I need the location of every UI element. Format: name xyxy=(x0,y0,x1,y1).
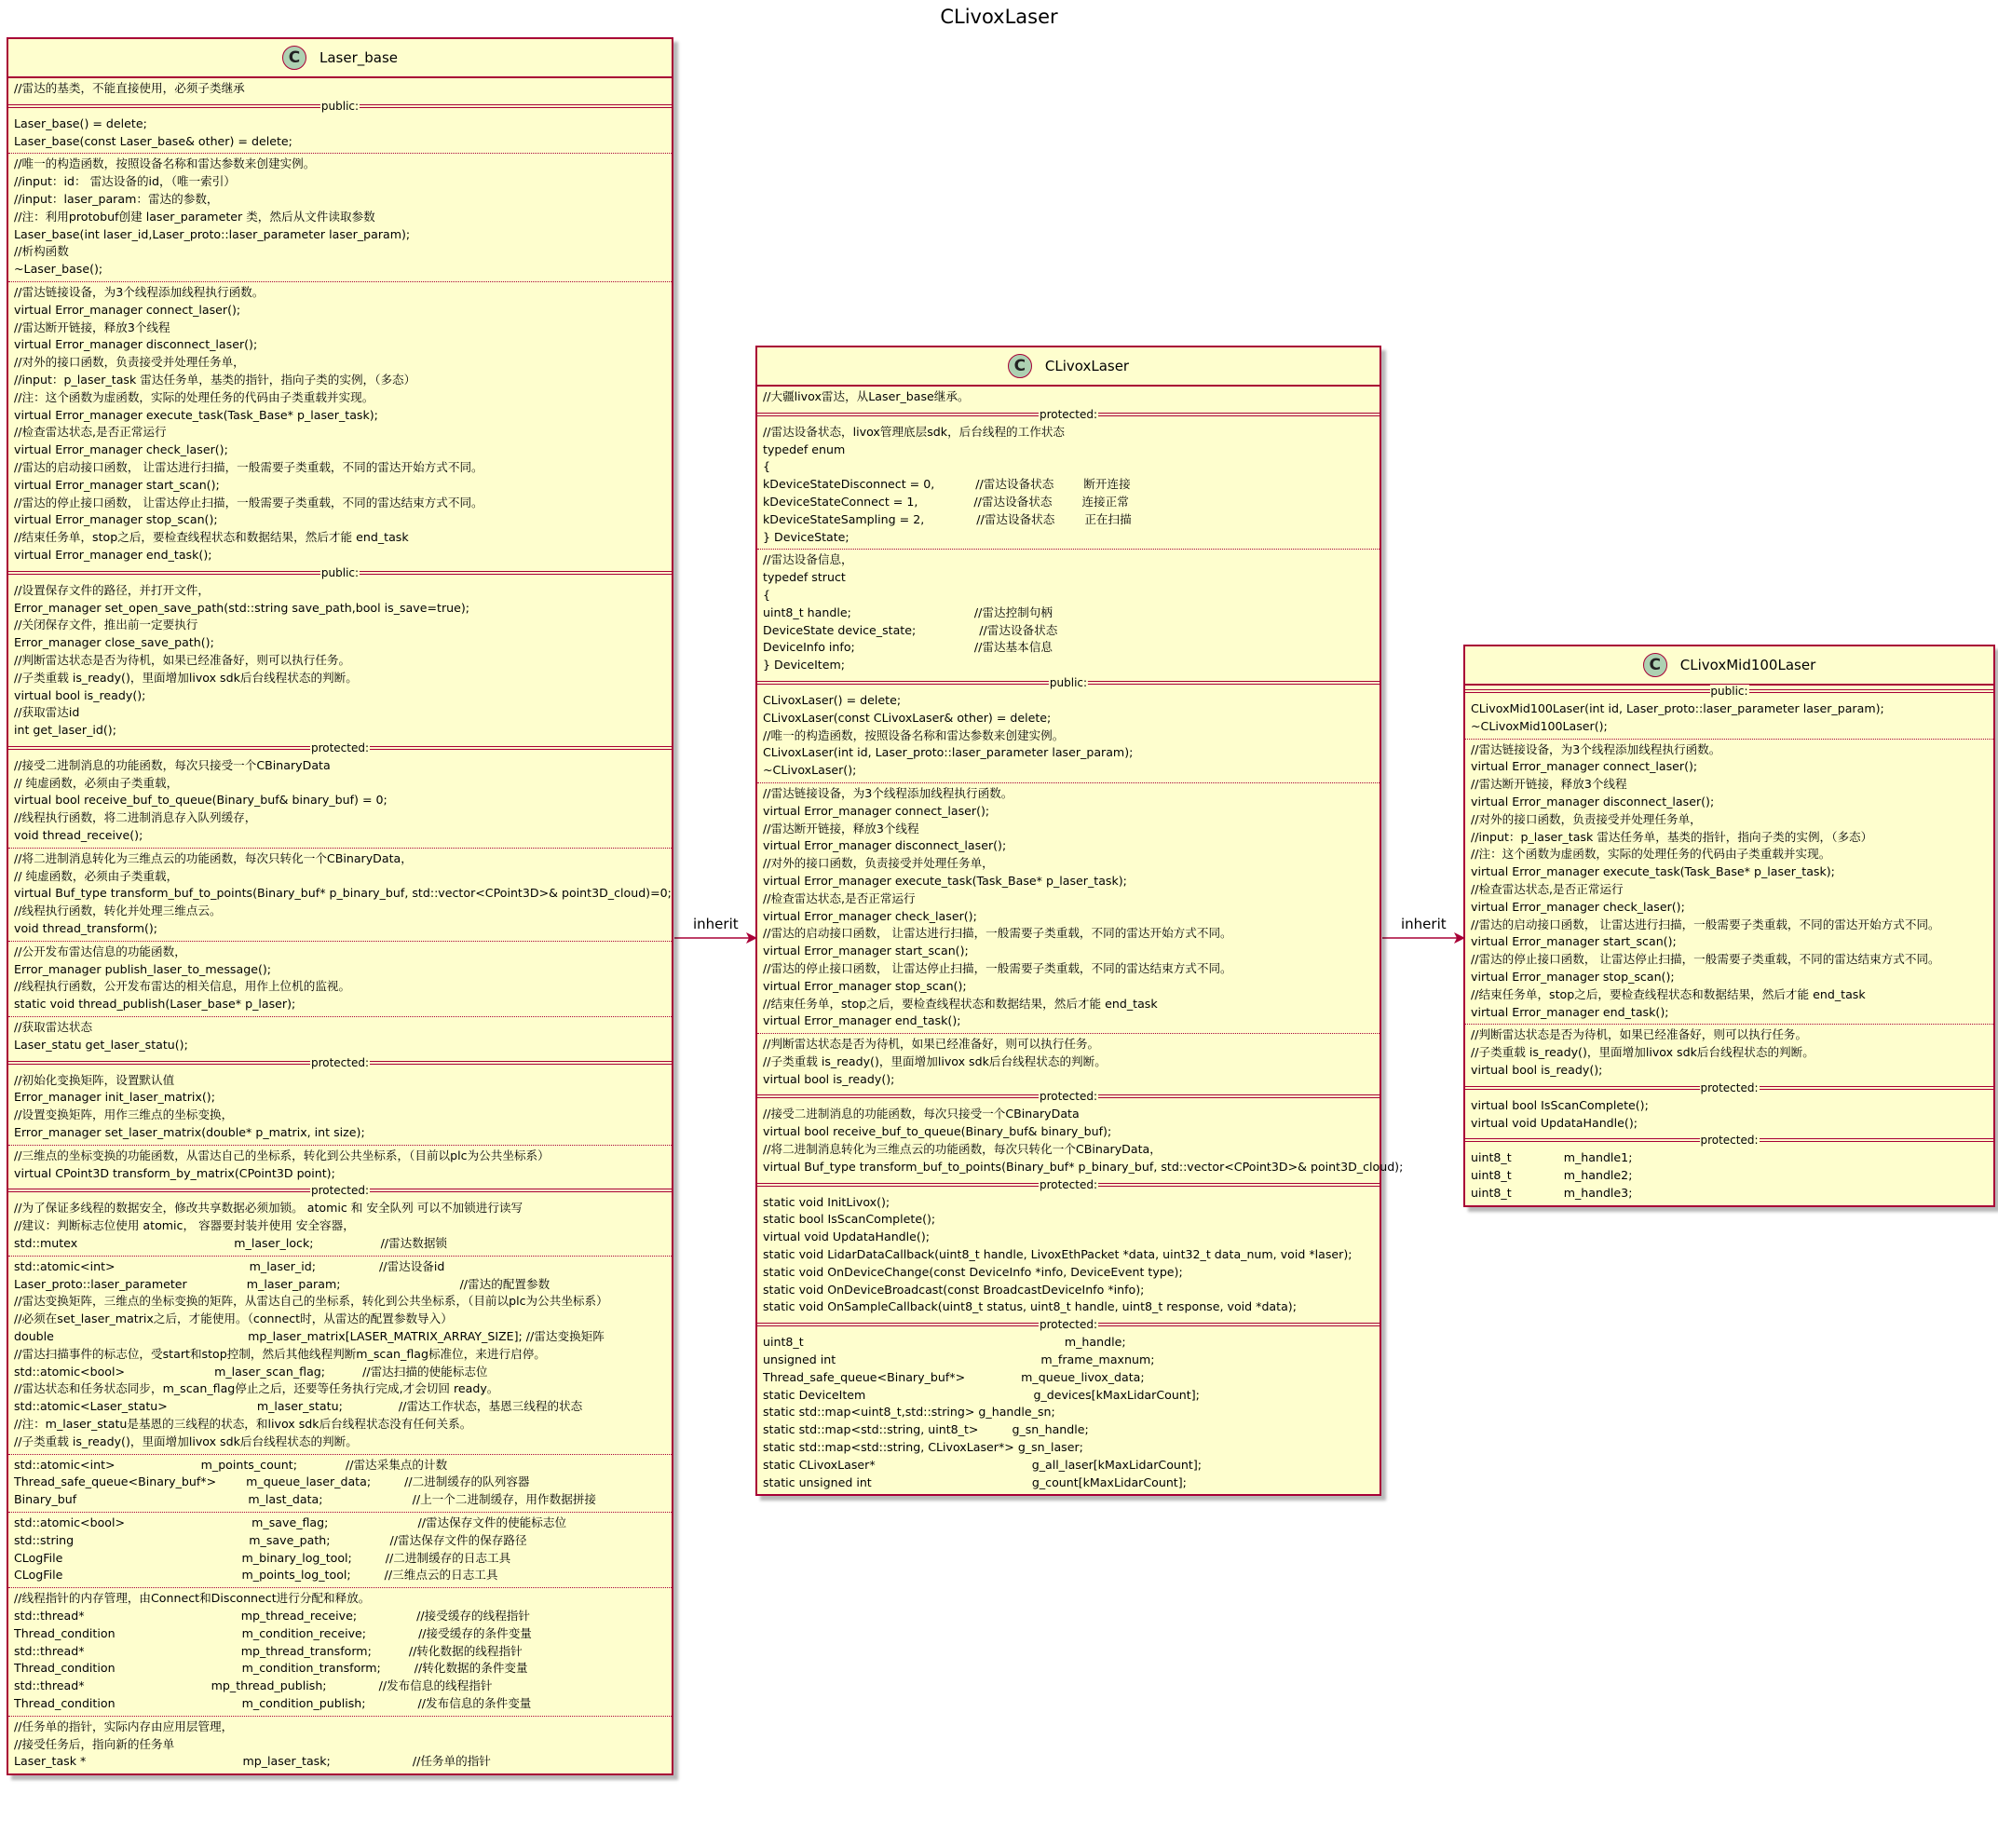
member-section xyxy=(8,1454,672,1512)
visibility-separator xyxy=(1465,1135,1993,1147)
member-line: //检查雷达状态,是否正常运行 xyxy=(14,425,167,440)
visibility-label: protected: xyxy=(310,1055,370,1069)
class-stereotype-icon: C xyxy=(1008,354,1032,378)
member-line: //雷达变换矩阵，三维点的坐标变换的矩阵，从雷达自己的坐标系，转化到公共坐标系，（目前以plc为公共坐标系） xyxy=(14,1294,608,1309)
member-line: virtual Error_manager check_laser(); xyxy=(1471,899,1685,914)
member-line: //获取雷达状态 xyxy=(14,1020,93,1035)
visibility-label: protected: xyxy=(1039,407,1098,421)
visibility-label: public: xyxy=(320,565,360,579)
member-section xyxy=(757,1033,1380,1091)
member-line: virtual Error_manager disconnect_laser(); xyxy=(763,838,1007,853)
member-section xyxy=(757,1332,1380,1494)
member-line: //关闭保存文件，推出前一定要执行 xyxy=(14,618,198,632)
member-section xyxy=(1465,739,1993,1025)
member-line: //雷达的启动接口函数， 让雷达进行扫描，一般需要子类重载，不同的雷达开始方式不同。 xyxy=(1471,917,1940,931)
member-section xyxy=(757,1192,1380,1320)
member-section xyxy=(1465,1024,1993,1081)
member-section xyxy=(8,1256,672,1454)
member-section xyxy=(8,78,672,101)
member-line: CLivoxLaser(const CLivoxLaser& other) = delete; xyxy=(763,710,1052,725)
member-line: static unsigned int g_count[kMaxLidarCount]; xyxy=(763,1474,1187,1489)
member-line: //线程指针的内存管理，由Connect和Disconnect进行分配和释放。 xyxy=(14,1591,371,1606)
member-line: std::thread* mp_thread_publish; //发布信息的线程指针 xyxy=(14,1678,493,1693)
member-line: Laser_proto::laser_parameter m_laser_param; //雷达的配置参数 xyxy=(14,1276,550,1291)
member-line: Thread_condition m_condition_receive; //接受缓存的条件变量 xyxy=(14,1625,532,1640)
member-line: //建议：判断标志位使用 atomic， 容器要封装并使用 安全容器， xyxy=(14,1218,355,1233)
member-line: CLivoxLaser() = delete; xyxy=(763,692,902,707)
member-line: //线程执行函数，转化并处理三维点云。 xyxy=(14,904,222,918)
class-name: CLivoxMid100Laser xyxy=(1679,657,1816,673)
member-line: //雷达的停止接口函数， 让雷达停止扫描，一般需要子类重载，不同的雷达结束方式不同。 xyxy=(14,495,483,510)
member-line: std::mutex m_laser_lock; //雷达数据锁 xyxy=(14,1236,448,1251)
member-section xyxy=(8,1512,672,1587)
member-section xyxy=(8,1716,672,1773)
visibility-separator xyxy=(757,1177,1380,1191)
member-line: //结束任务单，stop之后，要检查线程状态和数据结果，然后才能 end_task xyxy=(14,530,409,545)
member-line: std::string m_save_path; //雷达保存文件的保存路径 xyxy=(14,1532,527,1547)
member-line: Thread_safe_queue<Binary_buf*> m_queue_livox_data; xyxy=(763,1369,1145,1384)
member-line: static CLivoxLaser* g_all_laser[kMaxLidarCount]; xyxy=(763,1457,1202,1472)
member-line: //子类重载 is_ready()，里面增加livox sdk后台线程状态的判断。 xyxy=(1471,1045,1815,1060)
member-line: //雷达链接设备，为3个线程添加线程执行函数。 xyxy=(763,785,1013,800)
visibility-label: protected: xyxy=(310,741,370,754)
member-line: int get_laser_id(); xyxy=(14,723,116,738)
member-section xyxy=(1465,699,1993,739)
member-line: virtual Error_manager end_task(); xyxy=(763,1013,961,1028)
member-line: //将二进制消息转化为三维点云的功能函数，每次只转化一个CBinaryData， xyxy=(14,850,413,865)
class-stereotype-icon: C xyxy=(1643,653,1667,677)
member-line: //雷达链接设备，为3个线程添加线程执行函数。 xyxy=(14,284,265,299)
class-stereotype-icon: C xyxy=(282,46,306,70)
member-line: virtual bool is_ready(); xyxy=(1471,1062,1603,1077)
member-line: { xyxy=(763,459,771,474)
member-line: //析构函数 xyxy=(14,244,69,259)
member-line: double mp_laser_matrix[LASER_MATRIX_ARRAY_SIZE]; //雷达变换矩阵 xyxy=(14,1329,605,1343)
member-line: //线程执行函数，将二进制消息存入队列缓存， xyxy=(14,810,257,825)
member-line: //注：这个函数为虚函数，实际的处理任务的代码由子类重载并实现。 xyxy=(14,389,374,404)
member-line: //input：id： 雷达设备的id，（唯一索引） xyxy=(14,174,236,189)
member-line: static DeviceItem g_devices[kMaxLidarCount]; xyxy=(763,1387,1200,1402)
class-header xyxy=(8,39,672,78)
member-line: virtual bool is_ready(); xyxy=(14,687,146,702)
member-line: virtual bool is_ready(); xyxy=(763,1071,895,1086)
class-name: Laser_base xyxy=(319,49,399,66)
member-line: virtual Error_manager execute_task(Task_Base* p_laser_task); xyxy=(14,407,378,422)
member-line: ~CLivoxLaser(); xyxy=(763,763,857,778)
member-line: } DeviceState; xyxy=(763,529,849,544)
member-section xyxy=(8,153,672,281)
member-line: Error_manager close_save_path(); xyxy=(14,635,214,650)
member-line: //接受二进制消息的功能函数，每次只接受一个CBinaryData xyxy=(763,1107,1080,1121)
member-line: virtual Error_manager end_task(); xyxy=(14,547,212,562)
member-line: //雷达的基类，不能直接使用，必须子类继承 xyxy=(14,81,245,95)
visibility-separator xyxy=(757,407,1380,421)
member-line: virtual Error_manager start_scan(); xyxy=(763,944,969,958)
member-line: virtual Error_manager stop_scan(); xyxy=(763,978,967,993)
member-section xyxy=(8,1016,672,1057)
member-section xyxy=(757,1104,1404,1178)
member-line: virtual Error_manager execute_task(Task_Base* p_laser_task); xyxy=(1471,864,1835,879)
member-line: Laser_statu get_laser_statu(); xyxy=(14,1037,188,1052)
member-line: CLivoxLaser(int id, Laser_proto::laser_parameter laser_param); xyxy=(763,745,1134,760)
member-line: //注：利用protobuf创建 laser_parameter 类，然后从文件读取参数 xyxy=(14,209,375,224)
member-line: virtual bool receive_buf_to_queue(Binary_buf& binary_buf); xyxy=(763,1124,1112,1139)
member-line: void thread_transform(); xyxy=(14,921,158,936)
member-line: ~CLivoxMid100Laser(); xyxy=(1471,718,1608,733)
member-line: //将二进制消息转化为三维点云的功能函数，每次只转化一个CBinaryData， xyxy=(763,1142,1162,1157)
class-header xyxy=(757,347,1380,387)
member-line: //初始化变换矩阵，设置默认值 xyxy=(14,1072,175,1087)
member-line: //雷达的停止接口函数， 让雷达停止扫描，一般需要子类重载，不同的雷达结束方式不同。 xyxy=(763,960,1232,975)
member-line: //子类重载 is_ready()，里面增加livox sdk后台线程状态的判断。 xyxy=(14,1434,358,1448)
member-line: Thread_condition m_condition_transform; //转化数据的条件变量 xyxy=(14,1661,528,1676)
member-line: CLogFile m_binary_log_tool; //二进制缓存的日志工具 xyxy=(14,1550,511,1565)
member-line: DeviceState device_state; //雷达设备状态 xyxy=(763,622,1058,637)
member-line: std::atomic<int> m_laser_id; //雷达设备id xyxy=(14,1258,445,1273)
visibility-separator xyxy=(757,1320,1380,1331)
member-line: virtual CPoint3D transform_by_matrix(CPoint3D point); xyxy=(14,1165,335,1180)
member-line: static void OnDeviceBroadcast(const BroadcastDeviceInfo *info); xyxy=(763,1282,1145,1297)
member-line: virtual Error_manager check_laser(); xyxy=(14,442,228,457)
member-line: virtual void UpdataHandle(); xyxy=(763,1230,930,1244)
member-line: virtual Error_manager check_laser(); xyxy=(763,908,977,923)
edge-label: inherit xyxy=(1401,916,1447,932)
member-line: static void OnDeviceChange(const DeviceInfo *info, DeviceEvent type); xyxy=(763,1264,1183,1279)
member-line: Error_manager set_open_save_path(std::string save_path,bool is_save=true); xyxy=(14,600,470,615)
member-line: virtual Error_manager connect_laser(); xyxy=(1471,759,1698,774)
member-line: virtual Error_manager stop_scan(); xyxy=(1471,969,1675,984)
member-line: virtual Error_manager disconnect_laser(); xyxy=(14,337,258,352)
visibility-label: protected: xyxy=(1039,1090,1098,1104)
member-line: uint8_t m_handle1; xyxy=(1471,1150,1633,1165)
visibility-label: public: xyxy=(1710,685,1748,698)
member-line: std::atomic<bool> m_laser_scan_flag; //雷达扫描的使能标志位 xyxy=(14,1364,488,1379)
member-line: virtual Error_manager start_scan(); xyxy=(14,477,220,492)
visibility-separator xyxy=(8,743,672,754)
member-line: //子类重载 is_ready()，里面增加livox sdk后台线程状态的判断。 xyxy=(763,1053,1107,1068)
edge-label: inherit xyxy=(693,916,739,932)
member-line: //线程执行函数，公开发布雷达的相关信息，用作上位机的监视。 xyxy=(14,979,351,994)
member-line: //唯一的构造函数，按照设备名称和雷达参数来创建实例。 xyxy=(14,156,316,171)
member-line: std::thread* mp_thread_transform; //转化数据的线程指针 xyxy=(14,1643,523,1658)
member-line: // 纯虚函数，必须由子类重载， xyxy=(14,775,179,790)
member-line: std::thread* mp_thread_receive; //接受缓存的线程指针 xyxy=(14,1608,530,1623)
member-line: //雷达设备信息， xyxy=(763,552,853,567)
diagram-title: CLivoxLaser xyxy=(940,6,1058,28)
member-line: Error_manager init_laser_matrix(); xyxy=(14,1090,215,1105)
member-line: Error_manager publish_laser_to_message(); xyxy=(14,961,272,976)
member-line: //注：这个函数为虚函数，实际的处理任务的代码由子类重载并实现。 xyxy=(1471,847,1831,862)
member-line: //唯一的构造函数，按照设备名称和雷达参数来创建实例。 xyxy=(763,727,1065,742)
member-line: //任务单的指针，实际内存由应用层管理， xyxy=(14,1719,234,1733)
member-line: //对外的接口函数，负责接受并处理任务单， xyxy=(763,856,994,871)
member-line: //判断雷达状态是否为待机，如果已经准备好，则可以执行任务。 xyxy=(14,652,351,667)
member-section xyxy=(8,114,672,154)
member-line: //必须在set_laser_matrix之后，才能使用。（connect时，从雷达的配置参数导入） xyxy=(14,1311,453,1326)
member-section xyxy=(1465,1095,1993,1135)
member-line: //雷达链接设备，为3个线程添加线程执行函数。 xyxy=(1471,741,1721,756)
member-line: virtual Error_manager connect_laser(); xyxy=(763,803,990,818)
member-line: virtual void UpdataHandle(); xyxy=(1471,1115,1638,1130)
member-line: //雷达断开链接，释放3个线程 xyxy=(763,821,919,836)
member-section xyxy=(8,580,672,742)
member-section xyxy=(8,1145,672,1186)
member-line: //注：m_laser_statu是基恩的三线程的状态，和livox sdk后台线程状态没有任何关系。 xyxy=(14,1416,472,1431)
member-line: Laser_base(int laser_id,Laser_proto::laser_parameter laser_param); xyxy=(14,226,411,241)
member-line: //对外的接口函数，负责接受并处理任务单， xyxy=(1471,811,1702,826)
member-line: //input：laser_param：雷达的参数， xyxy=(14,191,219,206)
member-line: //设置变换矩阵，用作三维点的坐标变换， xyxy=(14,1107,234,1122)
member-line: virtual Error_manager connect_laser(); xyxy=(14,302,241,317)
visibility-label: protected: xyxy=(1700,1080,1759,1094)
member-line: kDeviceStateConnect = 1, //雷达设备状态 连接正常 xyxy=(763,494,1129,509)
member-line: kDeviceStateSampling = 2, //雷达设备状态 正在扫描 xyxy=(763,511,1132,526)
member-section xyxy=(8,848,672,941)
member-line: kDeviceStateDisconnect = 0, //雷达设备状态 断开连接 xyxy=(763,477,1131,492)
member-line: std::atomic<bool> m_save_flag; //雷达保存文件的使能标志位 xyxy=(14,1515,567,1529)
member-line: //input：p_laser_task 雷达任务单，基类的指针，指向子类的实例，（多态） xyxy=(1471,829,1873,844)
member-line: uint8_t m_handle3; xyxy=(1471,1185,1633,1200)
member-line: virtual Buf_type transform_buf_to_points(Binary_buf* p_binary_buf, std::vector<CPoint3D>& point3D_cloud); xyxy=(763,1159,1404,1174)
class-clivoxmid100laser xyxy=(1463,645,1995,1207)
visibility-separator xyxy=(757,675,1380,689)
member-line: Binary_buf m_last_data; //上一个二进制缓存，用作数据拼接 xyxy=(14,1492,596,1507)
member-line: //接受任务后，指向新的任务单 xyxy=(14,1736,175,1751)
class-name: CLivoxLaser xyxy=(1044,358,1130,374)
class-clivoxlaser xyxy=(755,346,1404,1496)
member-line: static std::map<std::string, uint8_t> g_sn_handle; xyxy=(763,1422,1089,1437)
visibility-separator xyxy=(757,1092,1380,1103)
member-line: std::atomic<Laser_statu> m_laser_statu; //雷达工作状态，基恩三线程的状态 xyxy=(14,1399,583,1414)
member-line: Laser_task * mp_laser_task; //任务单的指针 xyxy=(14,1754,491,1769)
member-line: uint8_t handle; //雷达控制句柄 xyxy=(763,605,1053,619)
visibility-label: protected: xyxy=(1700,1134,1759,1148)
visibility-label: public: xyxy=(320,99,360,113)
visibility-label: protected: xyxy=(1039,1177,1098,1191)
member-line: //子类重载 is_ready()，里面增加livox sdk后台线程状态的判断。 xyxy=(14,670,358,685)
member-line: //检查雷达状态,是否正常运行 xyxy=(763,890,916,905)
visibility-separator xyxy=(8,99,672,113)
member-line: //雷达断开链接，释放3个线程 xyxy=(1471,777,1627,792)
member-line: static void thread_publish(Laser_base* p_laser); xyxy=(14,997,296,1012)
member-line: //雷达断开链接，释放3个线程 xyxy=(14,319,170,334)
member-line: virtual Error_manager end_task(); xyxy=(1471,1004,1669,1019)
member-section xyxy=(757,387,1380,409)
visibility-separator xyxy=(8,565,672,579)
class-header xyxy=(1465,646,1993,686)
member-line: } DeviceItem; xyxy=(763,658,845,673)
member-line: unsigned int m_frame_maxnum; xyxy=(763,1352,1155,1367)
member-line: //雷达的停止接口函数， 让雷达停止扫描，一般需要子类重载，不同的雷达结束方式不同。 xyxy=(1471,952,1940,967)
member-section xyxy=(8,755,672,848)
member-line: //获取雷达id xyxy=(14,705,80,720)
member-line: //对外的接口函数，负责接受并处理任务单， xyxy=(14,355,245,370)
member-section xyxy=(8,281,672,567)
member-line: //设置保存文件的路径，并打开文件， xyxy=(14,582,210,597)
member-line: virtual Error_manager execute_task(Task_Base* p_laser_task); xyxy=(763,873,1127,888)
member-section xyxy=(757,422,1380,550)
member-line: //接受二进制消息的功能函数，每次只接受一个CBinaryData xyxy=(14,757,331,772)
member-line: Laser_base(const Laser_base& other) = delete; xyxy=(14,133,292,148)
member-line: uint8_t m_handle; xyxy=(763,1335,1126,1350)
member-section xyxy=(8,1198,672,1255)
member-line: static std::map<uint8_t,std::string> g_handle_sn; xyxy=(763,1405,1055,1420)
visibility-label: protected: xyxy=(310,1184,370,1198)
member-section xyxy=(1465,1148,1993,1204)
member-line: CLivoxMid100Laser(int id, Laser_proto::laser_parameter laser_param); xyxy=(1471,701,1884,715)
member-line: virtual bool receive_buf_to_queue(Binary_buf& binary_buf) = 0; xyxy=(14,793,387,808)
member-section xyxy=(8,941,672,1016)
visibility-separator xyxy=(1465,1080,1993,1094)
member-line: Laser_base() = delete; xyxy=(14,116,147,130)
member-line: { xyxy=(763,587,771,602)
visibility-separator xyxy=(8,1186,672,1197)
member-line: //结束任务单，stop之后，要检查线程状态和数据结果，然后才能 end_task xyxy=(763,996,1158,1011)
member-section xyxy=(757,549,1380,677)
visibility-separator xyxy=(8,1055,672,1069)
member-line: DeviceInfo info; //雷达基本信息 xyxy=(763,640,1053,655)
member-line: std::atomic<int> m_points_count; //雷达采集点的计数 xyxy=(14,1457,448,1472)
member-line: //为了保证多线程的数据安全，修改共享数据必须加锁。 atomic 和 安全队列 可以不加锁进行读写 xyxy=(14,1201,523,1216)
member-line: //雷达扫描事件的标志位，受start和stop控制，然后其他线程判断m_scan_flag标准位，来进行启停。 xyxy=(14,1346,546,1361)
member-line: virtual bool IsScanComplete(); xyxy=(1471,1097,1649,1112)
member-line: //雷达状态和任务状态同步，m_scan_flag停止之后，还要等任务执行完成,才会切回 ready。 xyxy=(14,1381,499,1396)
member-line: virtual Error_manager stop_scan(); xyxy=(14,512,218,527)
member-line: Thread_condition m_condition_publish; //发布信息的条件变量 xyxy=(14,1695,532,1710)
member-line: //大疆livox雷达，从Laser_base继承。 xyxy=(763,389,970,403)
member-line: //判断雷达状态是否为待机，如果已经准备好，则可以执行任务。 xyxy=(763,1037,1100,1052)
member-line: virtual Error_manager start_scan(); xyxy=(1471,934,1677,949)
member-line: Error_manager set_laser_matrix(double* p_matrix, int size); xyxy=(14,1125,365,1140)
member-line: static std::map<std::string, CLivoxLaser*> g_sn_laser; xyxy=(763,1440,1083,1455)
member-section xyxy=(757,782,1380,1033)
visibility-label: protected: xyxy=(1039,1318,1098,1332)
member-line: //雷达设备状态，livox管理底层sdk，后台线程的工作状态 xyxy=(763,424,1066,439)
member-line: CLogFile m_points_log_tool; //三维点云的日志工具 xyxy=(14,1568,498,1583)
class-laser-base xyxy=(7,37,673,1775)
member-line: //公开发布雷达信息的功能函数， xyxy=(14,944,186,958)
member-line: static void LidarDataCallback(uint8_t handle, LivoxEthPacket *data, uint32_t data_num, void *laser); xyxy=(763,1247,1352,1262)
member-section xyxy=(8,1587,672,1716)
member-line: //检查雷达状态,是否正常运行 xyxy=(1471,881,1624,896)
member-line: // 纯虚函数，必须由子类重载， xyxy=(14,868,179,883)
member-line: ~Laser_base(); xyxy=(14,262,103,277)
member-line: //判断雷达状态是否为待机，如果已经准备好，则可以执行任务。 xyxy=(1471,1027,1808,1042)
member-line: virtual Error_manager disconnect_laser(); xyxy=(1471,794,1715,808)
member-line: void thread_receive(); xyxy=(14,828,143,843)
member-line: typedef struct xyxy=(763,570,846,585)
member-line: static void OnSampleCallback(uint8_t status, uint8_t handle, uint8_t response, void *data); xyxy=(763,1299,1297,1314)
member-line: typedef enum xyxy=(763,442,846,456)
member-line: //结束任务单，stop之后，要检查线程状态和数据结果，然后才能 end_task xyxy=(1471,986,1866,1001)
member-section xyxy=(757,690,1380,782)
member-line: //雷达的启动接口函数， 让雷达进行扫描，一般需要子类重载，不同的雷达开始方式不同。 xyxy=(14,459,483,474)
visibility-separator xyxy=(1465,686,1993,698)
member-line: //input：p_laser_task 雷达任务单，基类的指针，指向子类的实例，（多态） xyxy=(14,372,416,387)
member-line: Thread_safe_queue<Binary_buf*> m_queue_laser_data; //二进制缓存的队列容器 xyxy=(14,1474,530,1489)
member-line: static bool IsScanComplete(); xyxy=(763,1212,936,1227)
member-line: static void InitLivox(); xyxy=(763,1194,890,1209)
member-line: uint8_t m_handle2; xyxy=(1471,1168,1633,1183)
member-line: //三维点的坐标变换的功能函数，从雷达自己的坐标系，转化到公共坐标系，（目前以plc为公共坐标系） xyxy=(14,1148,550,1162)
member-section xyxy=(8,1070,672,1145)
visibility-label: public: xyxy=(1049,675,1088,689)
member-line: virtual Buf_type transform_buf_to_points(Binary_buf* p_binary_buf, std::vector<CPoint3D>& point3D_cloud)=0; xyxy=(14,886,672,901)
member-line: //雷达的启动接口函数， 让雷达进行扫描，一般需要子类重载，不同的雷达开始方式不同。 xyxy=(763,926,1232,941)
